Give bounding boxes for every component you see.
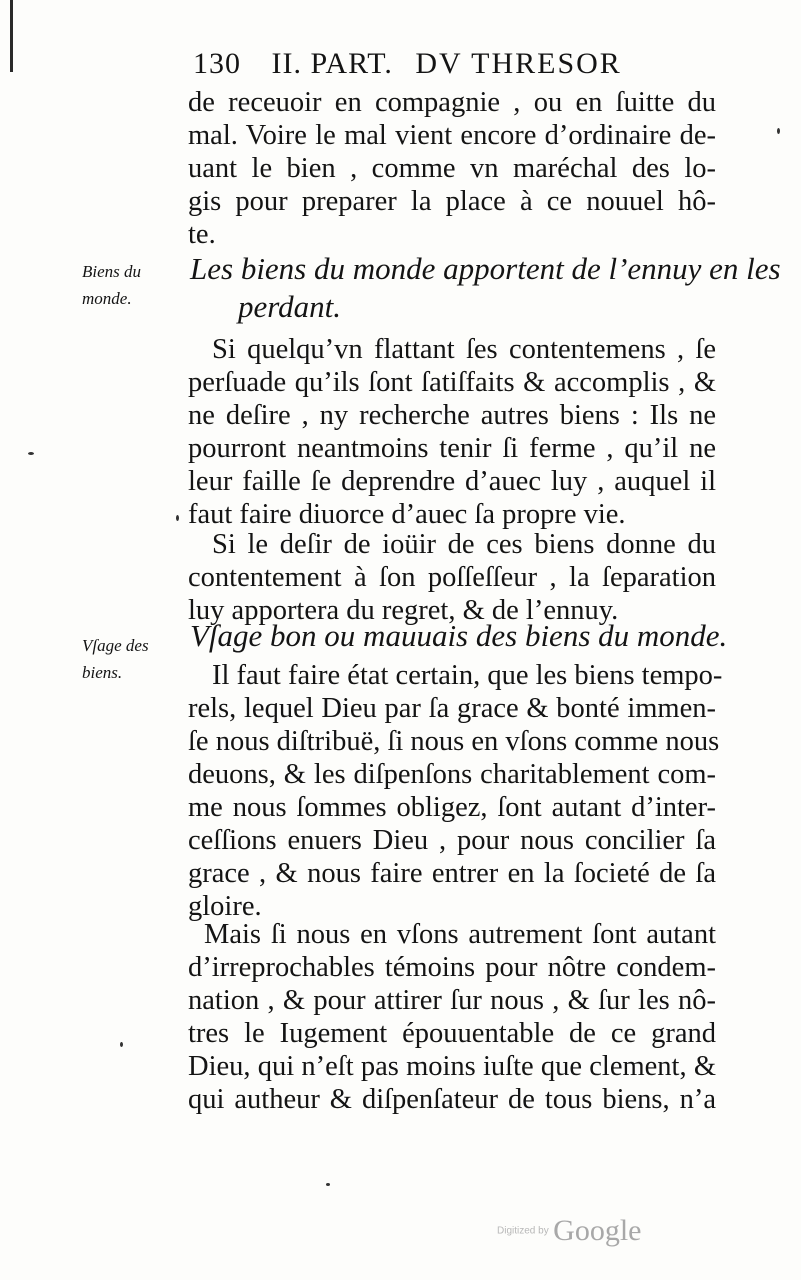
margin-note-1 [82, 258, 178, 312]
text-line: deuons, & les diſpenſons charitablement com- [188, 759, 716, 790]
section-heading-1 [190, 250, 781, 326]
paragraph-3 [188, 528, 716, 627]
text-line: uant le bien , comme vn maréchal des lo- [188, 153, 716, 184]
page-number: 130 [193, 47, 241, 80]
text-line: me nous ſommes obligez, ſont autant d’inter- [188, 792, 716, 823]
book-title: DV THRESOR [415, 47, 622, 80]
scan-speck [120, 1042, 123, 1047]
text-line: d’irreprochables témoins pour nôtre condem- [188, 952, 716, 983]
page-edge-line [10, 0, 13, 72]
heading-line: perdant. [238, 289, 342, 324]
margin-note-2 [82, 632, 178, 686]
text-line: perſuade qu’ils ſont ſatiſfaits & accomplis , & [188, 367, 716, 398]
text-line: rels, lequel Dieu par ſa grace & bonté immen- [188, 693, 716, 724]
watermark-prefix: Digitized by [497, 1225, 549, 1237]
margin-note-line: monde. [82, 289, 132, 308]
text-line: mal. Voire le mal vient encore d’ordinaire de- [188, 120, 716, 151]
scan-speck [777, 128, 780, 134]
scan-speck [176, 515, 179, 521]
text-line: contentement à ſon poſſeſſeur , la ſeparation [188, 562, 716, 593]
text-line: Il faut faire état certain, que les biens tempo- [212, 660, 723, 691]
text-line: qui autheur & diſpenſateur de tous biens, n’a [188, 1084, 716, 1115]
heading-line: Les biens du monde apportent de l’ennuy en les [190, 251, 781, 286]
text-line: nation , & pour attirer ſur nous , & ſur les nô- [188, 985, 716, 1016]
margin-note-line: Biens du [82, 262, 142, 281]
text-line: faut faire diuorce d’auec ſa propre vie. [188, 499, 626, 530]
margin-note-line: biens. [82, 663, 123, 682]
scan-speck [28, 452, 34, 455]
text-line: gloire. [188, 891, 262, 922]
text-line: ceſſions enuers Dieu , pour nous concilier ſa [188, 825, 716, 856]
text-line: leur faille ſe deprendre d’auec luy , auquel il [188, 466, 716, 497]
paragraph-1 [188, 86, 716, 251]
digitized-watermark [497, 1214, 677, 1254]
text-line: te. [188, 219, 216, 250]
margin-note-line: Vſage des [82, 636, 149, 655]
text-line: Mais ſi nous en vſons autrement ſont autant [204, 919, 716, 950]
heading-line: Vſage bon ou mauuais des biens du monde. [190, 618, 728, 653]
paragraph-5 [188, 918, 716, 1116]
text-line: de receuoir en compagnie , ou en ſuitte du [188, 87, 716, 118]
text-line: luy apportera du regret, & de l’ennuy. [188, 595, 619, 626]
section-heading-2 [190, 617, 727, 655]
text-line: ſe nous diſtribuë, ſi nous en vſons comme nous [188, 726, 720, 757]
part-label: II. PART. [271, 47, 393, 80]
paragraph-2 [188, 333, 716, 531]
text-line: pourront neantmoins tenir ſi ferme , qu’il ne [188, 433, 716, 464]
text-line: gis pour preparer la place à ce nouuel hô- [188, 186, 716, 217]
text-line: Dieu, qui n’eſt pas moins iuſte que clement, & [188, 1051, 716, 1082]
running-head [193, 44, 733, 84]
scan-speck [326, 1183, 330, 1186]
text-line: Si le deſir de ioüir de ces biens donne du [212, 529, 716, 560]
text-line: tres le Iugement épouuentable de ce grand [188, 1018, 716, 1049]
text-line: ne deſire , ny recherche autres biens : Ils ne [188, 400, 716, 431]
text-line: Si quelqu’vn flattant ſes contentemens , ſe [212, 334, 716, 365]
google-logo: Google [553, 1214, 642, 1247]
paragraph-4 [188, 659, 723, 923]
text-line: grace , & nous faire entrer en la ſocieté de ſa [188, 858, 716, 889]
